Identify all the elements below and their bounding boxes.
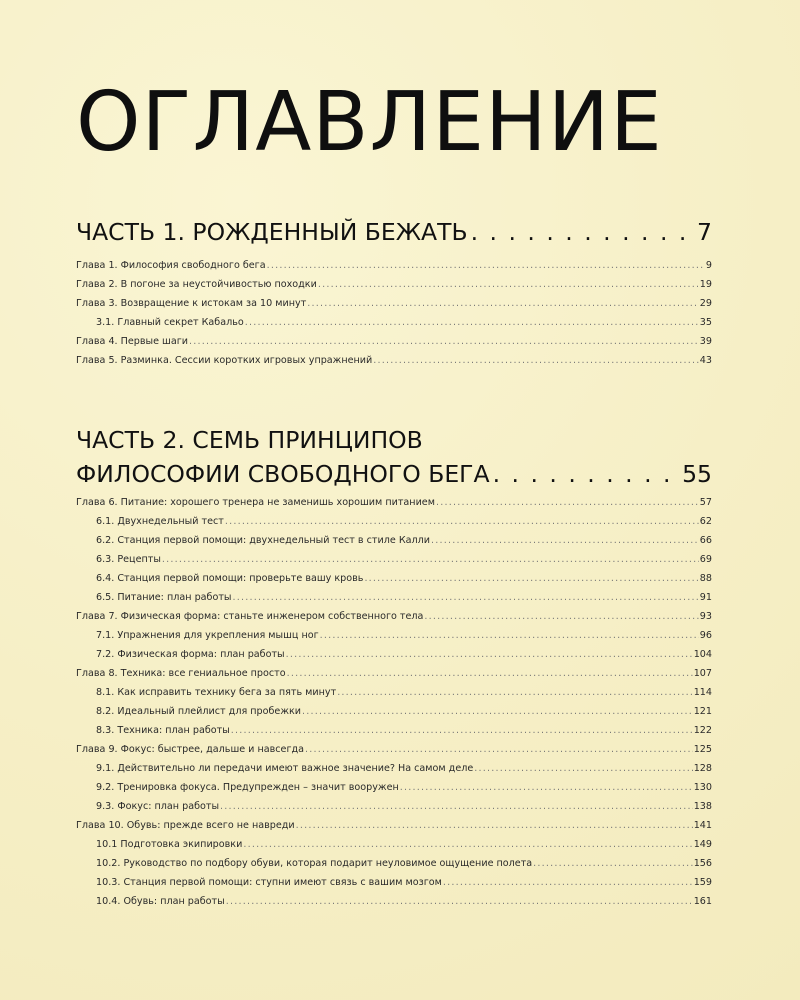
leader-dots	[533, 854, 693, 873]
leader-dots	[320, 626, 699, 645]
toc-entry-page: 39	[699, 336, 712, 347]
toc-entry[interactable]	[76, 550, 712, 569]
part-2-heading[interactable]	[76, 423, 712, 491]
toc-entry[interactable]	[76, 256, 712, 275]
part-page: 7	[697, 218, 712, 246]
toc-entry[interactable]	[76, 683, 712, 702]
toc-entry-label: 7.1. Упражнения для укрепления мышц ног	[96, 630, 319, 641]
toc-entry[interactable]	[76, 275, 712, 294]
toc-entry-page: 88	[699, 573, 712, 584]
toc-entry-label: 10.3. Станция первой помощи: ступни имеют связь с вашим мозгом	[96, 877, 442, 888]
toc-entry[interactable]	[76, 892, 712, 911]
toc-entry[interactable]	[76, 626, 712, 645]
toc-entry-label: Глава 2. В погоне за неустойчивостью походки	[76, 279, 317, 290]
leader-dots	[400, 778, 693, 797]
toc-entry[interactable]	[76, 493, 712, 512]
toc-entry[interactable]	[76, 854, 712, 873]
leader-dots	[231, 721, 693, 740]
toc-entry[interactable]	[76, 778, 712, 797]
toc-entry-label: 9.3. Фокус: план работы	[96, 801, 220, 812]
toc-entry-label: Глава 6. Питание: хорошего тренера не заменишь хорошим питанием	[76, 497, 435, 508]
toc-entry-page: 161	[693, 896, 712, 907]
toc-entry[interactable]	[76, 873, 712, 892]
leader-dots	[318, 275, 699, 294]
toc-entry-page: 62	[699, 516, 712, 527]
part-1-heading[interactable]	[76, 215, 712, 249]
toc-entry[interactable]	[76, 664, 712, 683]
part-title-line-1	[76, 423, 712, 457]
toc-entry-label: Глава 4. Первые шаги	[76, 336, 188, 347]
toc-entry[interactable]	[76, 294, 712, 313]
toc-entry-page: 159	[693, 877, 712, 888]
toc-entry-page: 122	[693, 725, 712, 736]
toc-entry-page: 141	[693, 820, 712, 831]
leader-dots	[493, 457, 680, 491]
toc-entry[interactable]	[76, 313, 712, 332]
toc-entry-label: 8.2. Идеальный плейлист для пробежки	[96, 706, 301, 717]
leader-dots	[471, 215, 694, 249]
leader-dots	[431, 531, 699, 550]
leader-dots	[373, 351, 699, 370]
toc-entry[interactable]	[76, 531, 712, 550]
toc-entry[interactable]	[76, 835, 712, 854]
leader-dots	[225, 512, 699, 531]
toc-entry[interactable]	[76, 351, 712, 370]
toc-entry-label: 10.1 Подготовка экипировки	[96, 839, 243, 850]
toc-entry[interactable]	[76, 607, 712, 626]
leader-dots	[307, 294, 698, 313]
toc-entry-label: 3.1. Главный секрет Кабальо	[96, 317, 244, 328]
toc-entry-page: 93	[699, 611, 712, 622]
part-title: ЧАСТЬ 1. РОЖДЕННЫЙ БЕЖАТЬ	[76, 218, 468, 246]
leader-dots	[424, 607, 698, 626]
toc-entry-page: 104	[693, 649, 712, 660]
toc-entry-page: 130	[693, 782, 712, 793]
toc-entry-label: Глава 3. Возвращение к истокам за 10 минут	[76, 298, 307, 309]
toc-entry[interactable]	[76, 816, 712, 835]
toc-entry-label: 9.2. Тренировка фокуса. Предупрежден – значит вооружен	[96, 782, 399, 793]
toc-entry-label: 8.3. Техника: план работы	[96, 725, 230, 736]
toc-entry-page: 57	[699, 497, 712, 508]
toc-entry[interactable]	[76, 569, 712, 588]
toc-entry-label: 8.1. Как исправить технику бега за пять минут	[96, 687, 337, 698]
leader-dots	[245, 313, 699, 332]
leader-dots	[296, 816, 693, 835]
toc-entry-label: Глава 10. Обувь: прежде всего не навреди	[76, 820, 295, 831]
toc-entry[interactable]	[76, 588, 712, 607]
toc-entry[interactable]	[76, 797, 712, 816]
toc-entry-label: 6.2. Станция первой помощи: двухнедельный тест в стиле Калли	[96, 535, 431, 546]
toc-entry-label: 10.2. Руководство по подбору обуви, которая подарит неуловимое ощущение полета	[96, 858, 533, 869]
toc-entry-label: 10.4. Обувь: план работы	[96, 896, 225, 907]
toc-entry-label: Глава 9. Фокус: быстрее, дальше и навсегда	[76, 744, 305, 755]
leader-dots	[305, 740, 693, 759]
toc-entry[interactable]	[76, 332, 712, 351]
leader-dots	[233, 588, 699, 607]
toc-entry-label: Глава 1. Философия свободного бега	[76, 260, 266, 271]
toc-entry-page: 128	[693, 763, 712, 774]
toc-entry-label: 7.2. Физическая форма: план работы	[96, 649, 285, 660]
toc-entry-page: 96	[699, 630, 712, 641]
toc-entry-label: Глава 8. Техника: все гениальное просто	[76, 668, 286, 679]
leader-dots	[337, 683, 693, 702]
leader-dots	[267, 256, 705, 275]
leader-dots	[302, 702, 693, 721]
toc-entry-page: 29	[699, 298, 712, 309]
toc-entry-page: 69	[699, 554, 712, 565]
leader-dots	[220, 797, 693, 816]
leader-dots	[443, 873, 693, 892]
leader-dots	[474, 759, 692, 778]
toc-entry-label: 6.1. Двухнедельный тест	[96, 516, 224, 527]
toc-entry-page: 9	[705, 260, 712, 271]
toc-entry[interactable]	[76, 702, 712, 721]
part-1-toc	[76, 256, 712, 370]
leader-dots	[162, 550, 699, 569]
toc-entry[interactable]	[76, 512, 712, 531]
toc-entry-label: Глава 7. Физическая форма: станьте инженером собственного тела	[76, 611, 424, 622]
toc-entry-label: 6.3. Рецепты	[96, 554, 161, 565]
toc-entry[interactable]	[76, 645, 712, 664]
toc-entry-label: 6.4. Станция первой помощи: проверьте вашу кровь	[96, 573, 364, 584]
toc-entry[interactable]	[76, 759, 712, 778]
part-title: ФИЛОСОФИИ СВОБОДНОГО БЕГА	[76, 460, 490, 488]
toc-entry[interactable]	[76, 721, 712, 740]
toc-entry-page: 149	[693, 839, 712, 850]
leader-dots	[243, 835, 692, 854]
toc-entry-page: 66	[699, 535, 712, 546]
part-title: ЧАСТЬ 2. СЕМЬ ПРИНЦИПОВ	[76, 426, 423, 454]
leader-dots	[364, 569, 698, 588]
toc-entry-page: 125	[693, 744, 712, 755]
leader-dots	[189, 332, 699, 351]
leader-dots	[436, 493, 699, 512]
toc-entry-page: 91	[699, 592, 712, 603]
toc-entry-label: Глава 5. Разминка. Сессии коротких игровых упражнений	[76, 355, 373, 366]
part-page: 55	[682, 460, 712, 488]
toc-entry-page: 121	[693, 706, 712, 717]
toc-entry-page: 138	[693, 801, 712, 812]
toc-entry-page: 114	[693, 687, 712, 698]
leader-dots	[287, 664, 693, 683]
leader-dots	[286, 645, 693, 664]
toc-entry-label: 6.5. Питание: план работы	[96, 592, 232, 603]
page-title: ОГЛАВЛЕНИЕ	[76, 75, 663, 170]
toc-entry-page: 35	[699, 317, 712, 328]
toc-entry-page: 19	[699, 279, 712, 290]
leader-dots	[226, 892, 693, 911]
toc-entry[interactable]	[76, 740, 712, 759]
toc-entry-page: 107	[693, 668, 712, 679]
toc-entry-label: 9.1. Действительно ли передачи имеют важное значение? На самом деле	[96, 763, 474, 774]
part-2-toc	[76, 493, 712, 911]
toc-entry-page: 156	[693, 858, 712, 869]
toc-entry-page: 43	[699, 355, 712, 366]
